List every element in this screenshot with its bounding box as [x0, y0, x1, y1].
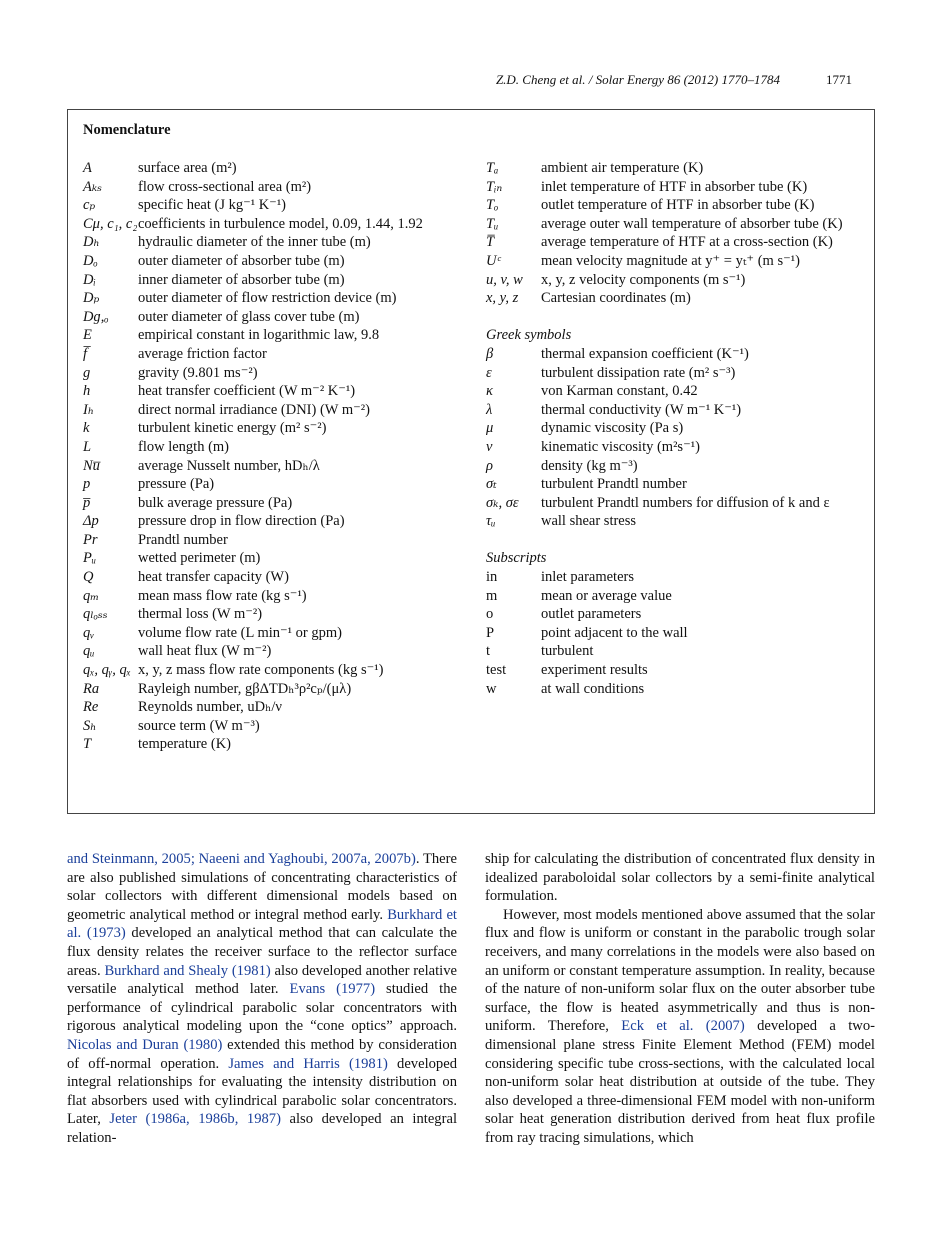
nomenclature-entry [83, 252, 461, 271]
nomenclature-symbol: σₜ [486, 476, 497, 493]
nomenclature-definition: x, y, z mass flow rate components (kg s⁻¹) [138, 662, 384, 679]
nomenclature-definition: flow cross-sectional area (m²) [138, 178, 312, 195]
nomenclature-entry [486, 624, 866, 643]
nomenclature-entry [83, 605, 461, 624]
nomenclature-symbol: λ [486, 401, 493, 418]
citation-link[interactable]: and Steinmann, 2005; Naeeni and Yaghoubi, 2007a, 2007b) [67, 851, 416, 867]
nomenclature-symbol: L [83, 438, 92, 455]
nomenclature-definition: source term (W m⁻³) [138, 717, 260, 734]
nomenclature-definition: temperature (K) [138, 736, 231, 753]
nomenclature-definition: x, y, z velocity components (m s⁻¹) [541, 271, 746, 288]
nomenclature-symbol: Pᵤ [83, 550, 97, 567]
nomenclature-definition: point adjacent to the wall [541, 624, 688, 641]
nomenclature-definition: wall shear stress [541, 513, 637, 530]
nomenclature-entry [83, 326, 461, 345]
nomenclature-definition: wall heat flux (W m⁻²) [138, 643, 272, 660]
nomenclature-definition: turbulent dissipation rate (m² s⁻³) [541, 364, 736, 381]
nomenclature-entry [83, 196, 461, 215]
nomenclature-entry [486, 512, 866, 531]
nomenclature-entry [83, 735, 461, 754]
nomenclature-definition: von Karman constant, 0.42 [541, 383, 698, 400]
nomenclature-entry [83, 345, 461, 364]
nomenclature-title: Nomenclature [83, 122, 171, 138]
citation-link[interactable]: Eck et al. (2007) [621, 1018, 745, 1035]
nomenclature-symbol: Re [83, 699, 99, 716]
nomenclature-definition: average friction factor [138, 345, 267, 362]
nomenclature-entry [83, 531, 461, 550]
nomenclature-definition: outer diameter of flow restriction device (m) [138, 290, 397, 307]
nomenclature-entry [486, 568, 866, 587]
nomenclature-symbol: qₓ, qᵧ, qₓ [83, 662, 131, 679]
nomenclature-definition: direct normal irradiance (DNI) (W m⁻²) [138, 401, 370, 418]
nomenclature-symbol: x, y, z [486, 290, 519, 307]
nomenclature-entry [83, 159, 461, 178]
nomenclature-definition: thermal conductivity (W m⁻¹ K⁻¹) [541, 401, 742, 418]
citation-link[interactable]: Jeter (1986a, 1986b, 1987) [109, 1111, 281, 1128]
nomenclature-definition: turbulent kinetic energy (m² s⁻²) [138, 420, 327, 437]
body-text: developed an analytical method that can calculate the flux density relates the receiver surface to the reflector surface areas. [67, 925, 457, 979]
nomenclature-definition: kinematic viscosity (m²s⁻¹) [541, 438, 700, 455]
nomenclature-symbol: qₘ [83, 587, 100, 604]
citation-link[interactable]: Evans (1977) [289, 981, 376, 998]
body-paragraph [485, 906, 875, 1148]
nomenclature-entry [83, 438, 461, 457]
nomenclature-definition: thermal expansion coefficient (K⁻¹) [541, 345, 749, 362]
nomenclature-entry [486, 438, 866, 457]
nomenclature-symbol: Dₒ [83, 252, 98, 269]
nomenclature-entry [486, 587, 866, 606]
nomenclature-entry [83, 698, 461, 717]
nomenclature-symbol: Q [83, 569, 94, 586]
nomenclature-entry [83, 680, 461, 699]
nomenclature-definition: hydraulic diameter of the inner tube (m) [138, 234, 371, 251]
nomenclature-entry [486, 661, 866, 680]
nomenclature-entry [486, 680, 866, 699]
nomenclature-box [67, 109, 875, 814]
nomenclature-symbol: σₖ, σε [486, 494, 519, 511]
nomenclature-definition: flow length (m) [138, 438, 230, 455]
nomenclature-definition: heat transfer coefficient (W m⁻² K⁻¹) [138, 383, 356, 400]
nomenclature-symbol: E [83, 327, 92, 344]
nomenclature-symbol: T̅ [486, 234, 495, 251]
citation-link[interactable]: Burkhard et al. (1973) [67, 906, 457, 942]
nomenclature-symbol: w [486, 680, 497, 697]
nomenclature-definition: outlet parameters [541, 606, 642, 623]
nomenclature-symbol: Dₚ [83, 290, 100, 307]
nomenclature-symbol: Uᶜ [486, 252, 501, 269]
nomenclature-symbol: Tᵤ [486, 215, 499, 232]
nomenclature-symbol: Tₐ [486, 160, 499, 176]
nomenclature-entry [486, 196, 866, 215]
nomenclature-entry [486, 475, 866, 494]
nomenclature-entry [486, 382, 866, 401]
nomenclature-definition: experiment results [541, 662, 648, 679]
nomenclature-definition: pressure (Pa) [138, 476, 215, 493]
body-text: also developed another relative versatile analytical method later. [67, 962, 457, 998]
nomenclature-entry [486, 289, 866, 308]
body-text: However, most models mentioned above assumed that the solar flux and flow is uniform or constant in the parabolic trough solar receivers, and many correlations in the models were also based on an uniform or constant temperature assumption. In reality, because of the nature of non-uniform solar flux on the outer absorber tube surface, the flow is heated asymmetrically and thus is non-uniform. Therefore, [485, 906, 875, 1035]
nomenclature-definition: Reynolds number, uDₕ/ν [138, 699, 282, 716]
nomenclature-symbol: t [486, 643, 491, 660]
nomenclature-symbol: ρ [486, 457, 493, 474]
nomenclature-entry [83, 661, 461, 680]
nomenclature-definition: dynamic viscosity (Pa s) [541, 420, 684, 437]
nomenclature-entry [486, 252, 866, 271]
body-right-column [485, 850, 875, 1148]
nomenclature-definition: gravity (9.801 ms⁻²) [138, 364, 258, 381]
nomenclature-definition: at wall conditions [541, 680, 645, 697]
nomenclature-entry [83, 289, 461, 308]
nomenclature-symbol: g [83, 364, 91, 381]
page-number: 1771 [826, 72, 852, 87]
nomenclature-symbol: h [83, 383, 91, 400]
nomenclature-symbol: Nu̅ [83, 457, 100, 474]
nomenclature-symbol: Pr [83, 531, 98, 548]
citation-link[interactable]: Nicolas and Duran (1980) [67, 1036, 223, 1053]
nomenclature-symbol: qᵤ [83, 643, 95, 660]
nomenclature-definition: wetted perimeter (m) [138, 550, 261, 567]
nomenclature-symbol: Dɡ,ₒ [83, 308, 109, 325]
nomenclature-entry [486, 271, 866, 290]
nomenclature-symbol: m [486, 587, 498, 604]
running-header [0, 70, 925, 90]
nomenclature-entry [83, 178, 461, 197]
nomenclature-symbol: A [83, 160, 92, 176]
nomenclature-entry [83, 717, 461, 736]
nomenclature-entry [83, 271, 461, 290]
nomenclature-symbol: Ra [83, 680, 100, 697]
citation-link[interactable]: Burkhard and Shealy (1981) [104, 962, 271, 979]
nomenclature-entry [83, 512, 461, 531]
nomenclature-entry [486, 178, 866, 197]
nomenclature-symbol: ε [486, 364, 492, 381]
nomenclature-definition: turbulent Prandtl number [541, 476, 687, 493]
nomenclature-entry [486, 419, 866, 438]
nomenclature-definition: mean or average value [541, 587, 672, 604]
nomenclature-entry [83, 549, 461, 568]
nomenclature-entry [83, 401, 461, 420]
nomenclature-symbol: u, v, w [486, 271, 523, 288]
nomenclature-symbol: in [486, 569, 498, 586]
nomenclature-symbol: Aₖₛ [83, 178, 103, 195]
nomenclature-definition: inner diameter of absorber tube (m) [138, 271, 345, 288]
nomenclature-symbol: Sₕ [83, 717, 97, 734]
nomenclature-definition: average temperature of HTF at a cross-section (K) [541, 234, 833, 251]
nomenclature-definition: specific heat (J kg⁻¹ K⁻¹) [138, 197, 287, 214]
nomenclature-entry [83, 494, 461, 513]
nomenclature-symbol: Dᵢ [83, 271, 96, 288]
nomenclature-definition: outer diameter of glass cover tube (m) [138, 308, 360, 325]
nomenclature-definition: Prandtl number [138, 531, 228, 548]
nomenclature-entry [83, 457, 461, 476]
body-text: . There are also published simulations of concentrating characteristics of solar collectors with different dimensional models based on geometric analytical method or integral method early. [67, 851, 457, 923]
nomenclature-entry [83, 364, 461, 383]
nomenclature-definition: surface area (m²) [138, 160, 237, 176]
citation-link[interactable]: James and Harris (1981) [228, 1055, 388, 1072]
nomenclature-symbol: p̅ [83, 494, 91, 511]
nomenclature-definition: outer diameter of absorber tube (m) [138, 252, 345, 269]
nomenclature-symbol: Tₒ [486, 197, 499, 214]
body-text: extended this method by consideration of off-normal operation. [67, 1036, 457, 1072]
nomenclature-entry [83, 475, 461, 494]
nomenclature-entry [486, 642, 866, 661]
nomenclature-definition: outlet temperature of HTF in absorber tube (K) [541, 197, 815, 214]
nomenclature-entry [83, 419, 461, 438]
subscripts-heading: Subscripts [486, 550, 547, 567]
nomenclature-symbol: Iₕ [83, 401, 95, 418]
body-paragraph [67, 850, 457, 1148]
nomenclature-symbol: Dₕ [83, 234, 100, 251]
nomenclature-symbol: k [83, 420, 90, 437]
nomenclature-entry [486, 494, 866, 513]
nomenclature-definition: Rayleigh number, gβΔTDₕ³ρ²cₚ/(μλ) [138, 680, 352, 697]
nomenclature-definition: empirical constant in logarithmic law, 9.8 [138, 327, 380, 344]
nomenclature-entry [486, 345, 866, 364]
greek-symbols-heading: Greek symbols [486, 327, 572, 344]
body-text: also developed an integral relation- [67, 1111, 457, 1146]
nomenclature-symbol: ν [486, 438, 493, 455]
running-title: Z.D. Cheng et al. / Solar Energy 86 (2012) 1770–1784 [495, 72, 780, 87]
nomenclature-entry [83, 308, 461, 327]
body-text: studied the performance of cylindrical parabolic solar concentrators with rigorous analytical modeling upon the “cone optics” approach. [67, 981, 457, 1035]
nomenclature-symbol: f̅ [83, 345, 88, 362]
body-text: developed a two-dimensional plane stress Finite Element Method (FEM) model considering specific tube cross-sections, with the calculated local non-uniform solar heat distribution at outside of the tube. They also developed a three-dimensional FEM model with non-uniform solar heat generation distribution derived from heat flux profile from ray tracing simulations, which [485, 1018, 875, 1146]
nomenclature-symbol: μ [486, 420, 494, 437]
nomenclature-definition: volume flow rate (L min⁻¹ or gpm) [138, 624, 342, 641]
nomenclature-entry [83, 568, 461, 587]
nomenclature-symbol: κ [486, 383, 493, 400]
nomenclature-symbol: o [486, 606, 494, 623]
nomenclature-definition: mean velocity magnitude at y⁺ = yₜ⁺ (m s⁻¹) [541, 252, 800, 269]
nomenclature-symbol: test [486, 662, 507, 679]
body-left-column [67, 850, 457, 1148]
nomenclature-definition: bulk average pressure (Pa) [138, 494, 293, 511]
nomenclature-definition: inlet temperature of HTF in absorber tube (K) [541, 178, 808, 195]
nomenclature-symbol: p [83, 476, 91, 493]
nomenclature-entry [83, 624, 461, 643]
nomenclature-symbol: Δp [83, 513, 99, 530]
nomenclature-entry [83, 382, 461, 401]
nomenclature-entry [486, 401, 866, 420]
nomenclature-definition: turbulent [541, 643, 594, 660]
nomenclature-left-column [83, 159, 461, 754]
nomenclature-definition: ambient air temperature (K) [541, 160, 704, 176]
nomenclature-entry [486, 364, 866, 383]
nomenclature-right-column [486, 159, 866, 698]
nomenclature-symbol: qᵥ [83, 624, 95, 641]
nomenclature-entry [486, 233, 866, 252]
nomenclature-definition: average Nusselt number, hDₕ/λ [138, 457, 320, 474]
nomenclature-definition: coefficients in turbulence model, 0.09, 1.44, 1.92 [138, 215, 423, 232]
nomenclature-symbol: qₗₒₛₛ [83, 606, 108, 623]
nomenclature-entry [83, 233, 461, 252]
body-text: developed integral relationships for evaluating the intensity distribution on flat absorbers used with cylindrical parabolic solar concentrators. Later, [67, 1055, 457, 1128]
body-paragraph: ship for calculating the distribution of concentrated flux density in idealized paraboloidal solar collectors by a semi-finite analytical formulation. [485, 851, 875, 905]
nomenclature-entry [83, 642, 461, 661]
nomenclature-symbol: β [486, 345, 494, 362]
nomenclature-definition: density (kg m⁻³) [541, 457, 638, 474]
nomenclature-entry [83, 215, 461, 234]
nomenclature-symbol: Tᵢₙ [486, 178, 503, 195]
nomenclature-symbol: cₚ [83, 197, 96, 214]
nomenclature-definition: heat transfer capacity (W) [138, 569, 289, 586]
nomenclature-symbol: Cμ, c₁, c₂ [83, 215, 138, 232]
nomenclature-symbol: P [486, 624, 495, 641]
nomenclature-symbol: T [83, 736, 92, 753]
nomenclature-symbol: τᵤ [486, 513, 496, 530]
nomenclature-entry [486, 159, 866, 178]
nomenclature-definition: inlet parameters [541, 569, 634, 586]
nomenclature-entry [486, 215, 866, 234]
nomenclature-definition: pressure drop in flow direction (Pa) [138, 513, 345, 530]
nomenclature-entry [83, 587, 461, 606]
nomenclature-definition: mean mass flow rate (kg s⁻¹) [138, 587, 307, 604]
nomenclature-definition: average outer wall temperature of absorber tube (K) [541, 215, 843, 232]
nomenclature-definition: Cartesian coordinates (m) [541, 290, 691, 307]
nomenclature-definition: thermal loss (W m⁻²) [138, 606, 263, 623]
nomenclature-definition: turbulent Prandtl numbers for diffusion of k and ε [541, 494, 830, 511]
nomenclature-entry [486, 605, 866, 624]
nomenclature-entry [486, 457, 866, 476]
